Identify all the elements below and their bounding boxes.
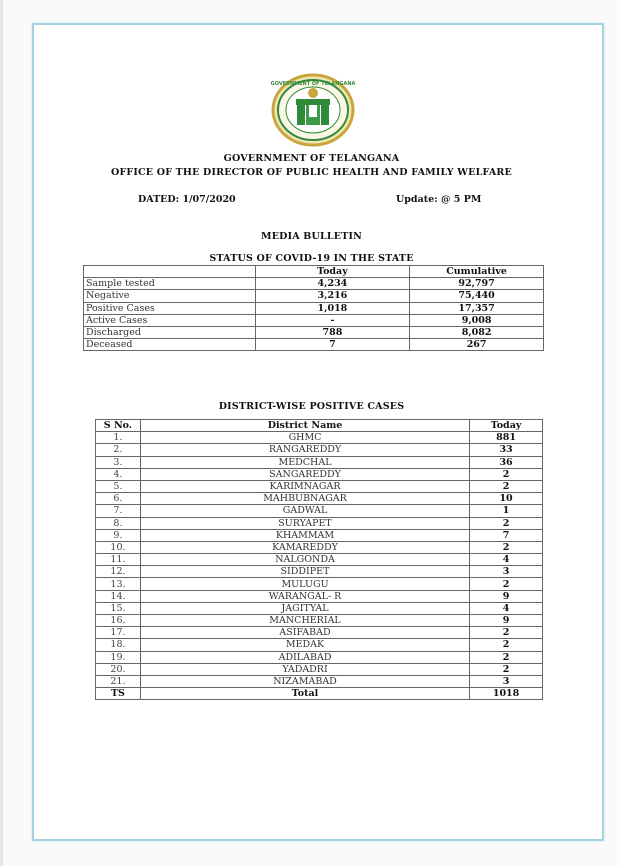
district-name: RANGAREDDY <box>140 444 469 456</box>
status-cumulative: 17,357 <box>410 302 544 314</box>
district-sno: 21. <box>96 675 141 687</box>
table-row <box>96 566 543 578</box>
status-cumulative: 267 <box>410 339 544 351</box>
table-row <box>96 663 543 675</box>
district-table <box>95 419 543 700</box>
status-cumulative: 75,440 <box>410 290 544 302</box>
district-name: SURYAPET <box>140 517 469 529</box>
status-label: Negative <box>84 290 256 302</box>
status-label: Deceased <box>84 339 256 351</box>
district-name: JAGITYAL <box>140 602 469 614</box>
status-today: 7 <box>255 339 410 351</box>
status-header-today: Today <box>255 266 410 278</box>
district-sno: 18. <box>96 639 141 651</box>
district-today: 10 <box>470 493 543 505</box>
district-name: MEDCHAL <box>140 456 469 468</box>
district-sno: 6. <box>96 493 141 505</box>
table-row <box>96 675 543 687</box>
total-label: Total <box>140 688 469 700</box>
status-header-row <box>84 266 544 278</box>
update-time-label: Update: @ 5 PM <box>396 194 482 205</box>
district-name: WARANGAL- R <box>140 590 469 602</box>
district-name: KAMAREDDY <box>140 541 469 553</box>
district-header-row <box>96 420 543 432</box>
table-row <box>96 615 543 627</box>
header-government: GOVERNMENT OF TELANGANA <box>223 153 400 164</box>
district-today: 2 <box>470 480 543 492</box>
table-row <box>96 432 543 444</box>
table-row <box>96 602 543 614</box>
district-header-name: District Name <box>140 420 469 432</box>
telangana-emblem-icon <box>271 73 355 147</box>
district-today: 4 <box>470 602 543 614</box>
district-today: 2 <box>470 541 543 553</box>
district-sno: 20. <box>96 663 141 675</box>
district-name: YADADRI <box>140 663 469 675</box>
district-sno: 8. <box>96 517 141 529</box>
district-sno: 19. <box>96 651 141 663</box>
district-today: 2 <box>470 468 543 480</box>
status-row-sample-tested <box>84 278 544 290</box>
district-sno: 3. <box>96 456 141 468</box>
district-name: GADWAL <box>140 505 469 517</box>
table-row <box>96 639 543 651</box>
district-sno: 9. <box>96 529 141 541</box>
status-label: Active Cases <box>84 314 256 326</box>
table-row <box>96 627 543 639</box>
header-office: OFFICE OF THE DIRECTOR OF PUBLIC HEALTH AND FAMILY WELFARE <box>111 167 512 178</box>
district-sno: 5. <box>96 480 141 492</box>
district-name: SANGAREDDY <box>140 468 469 480</box>
status-cumulative: 92,797 <box>410 278 544 290</box>
district-sno: 14. <box>96 590 141 602</box>
table-row <box>96 554 543 566</box>
district-name: KHAMMAM <box>140 529 469 541</box>
district-sno: 7. <box>96 505 141 517</box>
status-today: 1,018 <box>255 302 410 314</box>
status-section-title: STATUS OF COVID-19 IN THE STATE <box>209 253 414 264</box>
district-today: 2 <box>470 639 543 651</box>
district-header-today: Today <box>470 420 543 432</box>
total-row <box>96 688 543 700</box>
status-today: 3,216 <box>255 290 410 302</box>
district-today: 9 <box>470 615 543 627</box>
svg-text:GOVERNMENT OF TELANGANA: GOVERNMENT OF TELANGANA <box>271 81 355 87</box>
status-header-cumulative: Cumulative <box>410 266 544 278</box>
district-sno: 1. <box>96 432 141 444</box>
dated-label: DATED: 1/07/2020 <box>138 194 236 205</box>
status-row-positive <box>84 302 544 314</box>
district-sno: 4. <box>96 468 141 480</box>
district-sno: 17. <box>96 627 141 639</box>
district-today: 36 <box>470 456 543 468</box>
district-name: KARIMNAGAR <box>140 480 469 492</box>
status-label: Discharged <box>84 326 256 338</box>
district-today: 2 <box>470 627 543 639</box>
district-name: NALGONDA <box>140 554 469 566</box>
status-row-deceased <box>84 339 544 351</box>
district-sno: 16. <box>96 615 141 627</box>
district-sno: 13. <box>96 578 141 590</box>
district-name: ASIFABAD <box>140 627 469 639</box>
status-header-blank <box>84 266 256 278</box>
district-today: 4 <box>470 554 543 566</box>
status-row-negative <box>84 290 544 302</box>
district-header-sno: S No. <box>96 420 141 432</box>
total-today: 1018 <box>470 688 543 700</box>
status-label: Sample tested <box>84 278 256 290</box>
table-row <box>96 456 543 468</box>
district-today: 2 <box>470 517 543 529</box>
district-today: 33 <box>470 444 543 456</box>
table-row <box>96 517 543 529</box>
district-sno: 15. <box>96 602 141 614</box>
district-sno: 10. <box>96 541 141 553</box>
table-row <box>96 468 543 480</box>
district-name: NIZAMABAD <box>140 675 469 687</box>
table-row <box>96 651 543 663</box>
district-today: 2 <box>470 663 543 675</box>
table-row <box>96 529 543 541</box>
table-row <box>96 578 543 590</box>
district-today: 7 <box>470 529 543 541</box>
district-today: 2 <box>470 578 543 590</box>
district-section-title: DISTRICT-WISE POSITIVE CASES <box>218 401 405 412</box>
district-today: 3 <box>470 566 543 578</box>
status-today: - <box>255 314 410 326</box>
status-table <box>83 265 544 351</box>
total-sno: TS <box>96 688 141 700</box>
district-name: MAHBUBNAGAR <box>140 493 469 505</box>
status-today: 4,234 <box>255 278 410 290</box>
status-row-active <box>84 314 544 326</box>
district-name: MANCHERIAL <box>140 615 469 627</box>
district-sno: 11. <box>96 554 141 566</box>
district-today: 881 <box>470 432 543 444</box>
table-row <box>96 444 543 456</box>
district-name: MEDAK <box>140 639 469 651</box>
district-sno: 12. <box>96 566 141 578</box>
district-name: ADILABAD <box>140 651 469 663</box>
district-today: 3 <box>470 675 543 687</box>
table-row <box>96 590 543 602</box>
table-row <box>96 541 543 553</box>
district-name: SIDDIPET <box>140 566 469 578</box>
district-today: 1 <box>470 505 543 517</box>
district-sno: 2. <box>96 444 141 456</box>
district-today: 2 <box>470 651 543 663</box>
status-cumulative: 8,082 <box>410 326 544 338</box>
status-cumulative: 9,008 <box>410 314 544 326</box>
district-today: 9 <box>470 590 543 602</box>
district-name: MULUGU <box>140 578 469 590</box>
table-row <box>96 480 543 492</box>
table-row <box>96 493 543 505</box>
status-today: 788 <box>255 326 410 338</box>
district-name: GHMC <box>140 432 469 444</box>
status-row-discharged <box>84 326 544 338</box>
status-label: Positive Cases <box>84 302 256 314</box>
media-bulletin-title: MEDIA BULLETIN <box>260 231 363 242</box>
table-row <box>96 505 543 517</box>
